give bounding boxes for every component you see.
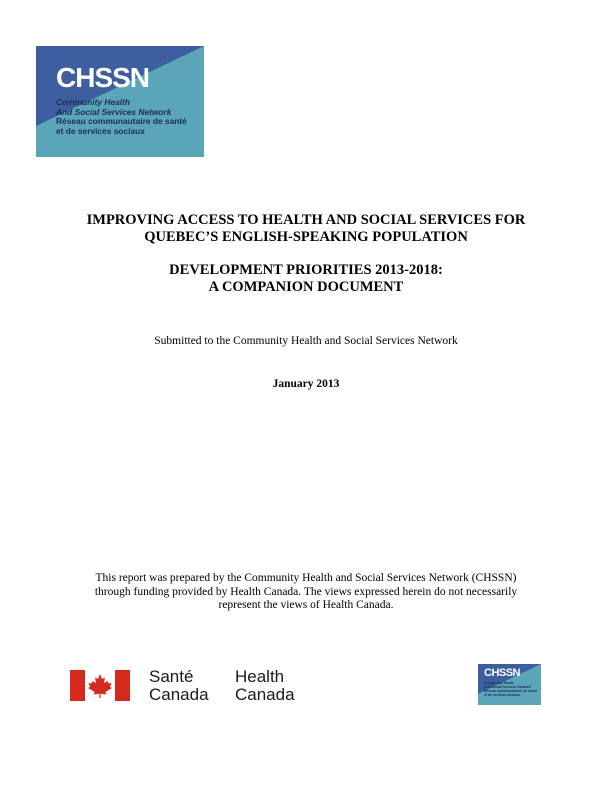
sante-word: Santé [149,667,194,686]
chssn-logo-small [478,664,541,705]
chssn-logo [36,46,204,157]
disclaimer-line-3: represent the views of Health Canada. [218,599,394,611]
submitted-to-text: Submitted to the Community Health and Social Services Network [154,335,458,347]
canada-word-fr: Canada [149,685,209,704]
disclaimer-text [56,572,556,613]
disclaimer-line-1: This report was prepared by the Community Health and Social Services Network (CHSSN) [95,572,517,584]
logo-line-2: And Social Services Network [56,106,172,117]
logo-small-line-2: And Social Services Network [484,685,531,689]
subtitle-line-2: A COMPANION DOCUMENT [208,279,404,295]
document-date: January 2013 [272,378,340,390]
document-title [40,212,572,246]
logo-line-4: et de services sociaux [56,125,145,136]
disclaimer-line-2: through funding provided by Health Canada. The views expressed herein do not necessarily [94,585,518,598]
logo-small-brand: CHSSN [484,667,521,679]
logo-small-subtitle [484,681,537,697]
logo-line-3: Réseau communautaire de santé [56,116,187,127]
logo-subtitle [56,98,187,136]
logo-small-line-3: Réseau communautaire de santé [484,689,537,693]
logo-small-line-1: Community Health [484,681,514,685]
health-word: Health [235,667,285,686]
logo-small-line-4: et de services sociaux [484,693,521,697]
subtitle-line-1: DEVELOPMENT PRIORITIES 2013-2018: [169,262,443,278]
canada-word-en: Canada [235,685,295,704]
logo-line-1: Community Health [56,97,130,107]
title-line-1: IMPROVING ACCESS TO HEALTH AND SOCIAL SERVICES FOR [86,212,526,228]
document-subtitle [40,262,572,296]
logo-brand: CHSSN [56,62,150,93]
canada-flag-icon [70,670,130,701]
title-line-2: QUEBEC’S ENGLISH-SPEAKING POPULATION [144,229,468,245]
